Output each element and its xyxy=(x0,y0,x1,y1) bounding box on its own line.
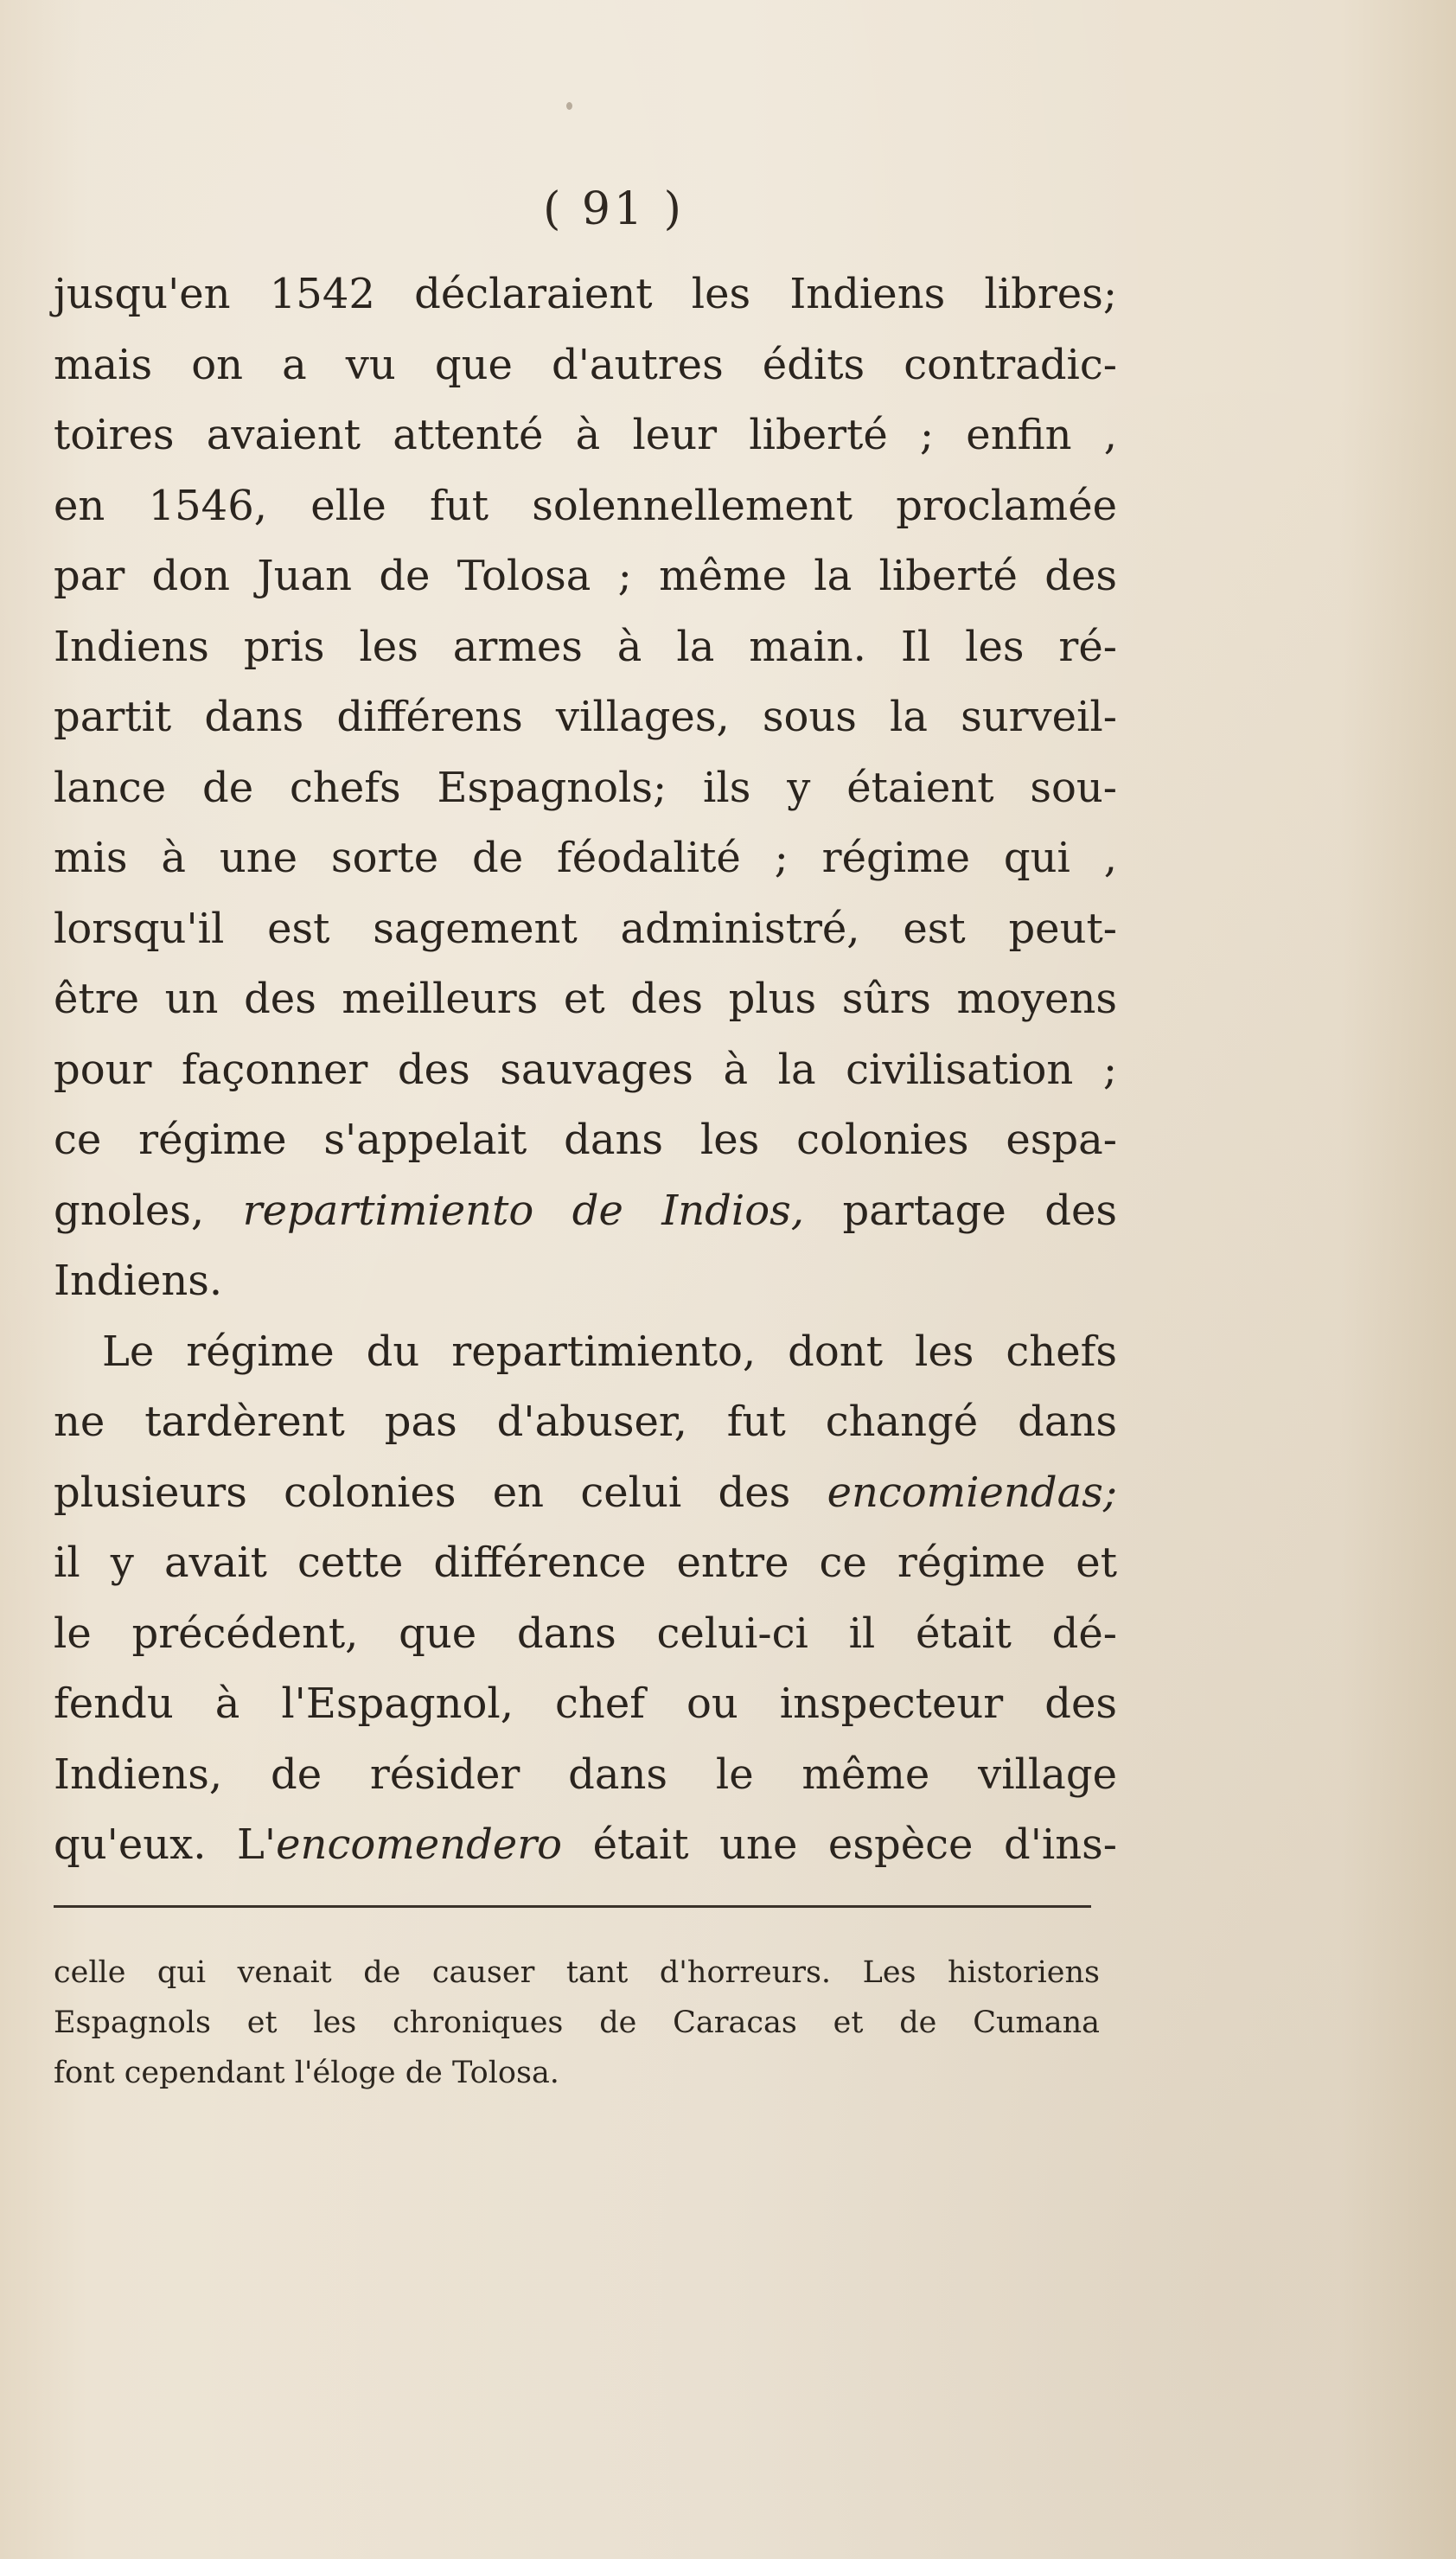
text-line xyxy=(54,1105,1117,1176)
text-segment: Indiens. xyxy=(54,1257,223,1305)
text-segment: partit dans différens villages, sous la surveil- xyxy=(54,693,1117,741)
italic-phrase: encomiendas; xyxy=(827,1468,1117,1517)
text-line xyxy=(54,400,1117,471)
main-text xyxy=(54,259,1117,1881)
text-segment: lorsqu'il est sagement administré, est peut- xyxy=(54,904,1117,953)
text-line xyxy=(54,753,1117,824)
text-segment: partage des xyxy=(804,1186,1117,1235)
text-segment: toires avaient attenté à leur liberté ; enfin , xyxy=(54,411,1117,459)
footnote-line: Espagnols et les chroniques de Caracas et de Cumana xyxy=(54,2006,1100,2040)
footnote-line: font cependant l'éloge de Tolosa. xyxy=(54,2056,559,2090)
italic-phrase: repartimiento de Indios, xyxy=(242,1186,805,1235)
text-line xyxy=(54,894,1117,965)
text-segment: mais on a vu que d'autres édits contradic- xyxy=(54,340,1117,389)
text-segment: jusqu'en 1542 déclaraient les Indiens libres; xyxy=(54,270,1117,318)
text-line xyxy=(54,612,1117,683)
text-segment: ce régime s'appelait dans les colonies espa- xyxy=(54,1116,1117,1164)
text-segment: mis à une sorte de féodalité ; régime qui , xyxy=(54,834,1117,882)
footnote-separator-rule xyxy=(54,1905,1091,1908)
text-line xyxy=(54,1035,1117,1106)
text-segment: il y avait cette différence entre ce régime et xyxy=(54,1539,1117,1587)
text-line xyxy=(54,1810,1117,1881)
text-segment: en 1546, elle fut solennellement proclamée xyxy=(54,481,1117,530)
text-line xyxy=(54,1458,1117,1529)
footnote-text xyxy=(54,1948,1100,2098)
text-line xyxy=(54,471,1117,542)
text-segment: gnoles, xyxy=(54,1186,243,1235)
text-line xyxy=(54,330,1117,401)
text-segment: était une espèce d'ins- xyxy=(562,1820,1118,1869)
text-line xyxy=(54,682,1117,753)
text-line xyxy=(54,1599,1117,1670)
footnote-line: celle qui venait de causer tant d'horreurs. Les historiens xyxy=(54,1955,1100,1990)
text-line xyxy=(54,1317,1117,1388)
text-segment: fendu à l'Espagnol, chef ou inspecteur des xyxy=(54,1679,1117,1728)
text-line xyxy=(54,1387,1117,1458)
text-segment: pour façonner des sauvages à la civilisation ; xyxy=(54,1045,1117,1094)
text-line xyxy=(54,1176,1117,1247)
text-segment: qu'eux. L' xyxy=(54,1820,277,1869)
text-line xyxy=(54,259,1117,330)
text-segment: par don Juan de Tolosa ; même la liberté des xyxy=(54,552,1117,600)
text-line xyxy=(54,823,1117,894)
text-segment: plusieurs colonies en celui des xyxy=(54,1468,827,1517)
text-line xyxy=(54,1669,1117,1740)
text-line xyxy=(54,541,1117,612)
text-segment: lance de chefs Espagnols; ils y étaient sou- xyxy=(54,763,1117,812)
paper-speck xyxy=(566,102,572,110)
text-line xyxy=(54,1246,1117,1317)
text-segment: Le régime du repartimiento, dont les chefs xyxy=(102,1327,1117,1376)
text-segment: le précédent, que dans celui-ci il était dé- xyxy=(54,1609,1117,1658)
text-line xyxy=(54,1528,1117,1599)
text-segment: Indiens pris les armes à la main. Il les ré- xyxy=(54,622,1117,671)
page-number-header: ( 91 ) xyxy=(543,183,685,235)
text-line xyxy=(54,1740,1117,1811)
text-segment: Indiens, de résider dans le même village xyxy=(54,1750,1117,1799)
text-segment: être un des meilleurs et des plus sûrs moyens xyxy=(54,975,1117,1023)
text-line xyxy=(54,964,1117,1035)
text-segment: ne tardèrent pas d'abuser, fut changé dans xyxy=(54,1398,1117,1446)
italic-phrase: encomendero xyxy=(276,1820,563,1869)
